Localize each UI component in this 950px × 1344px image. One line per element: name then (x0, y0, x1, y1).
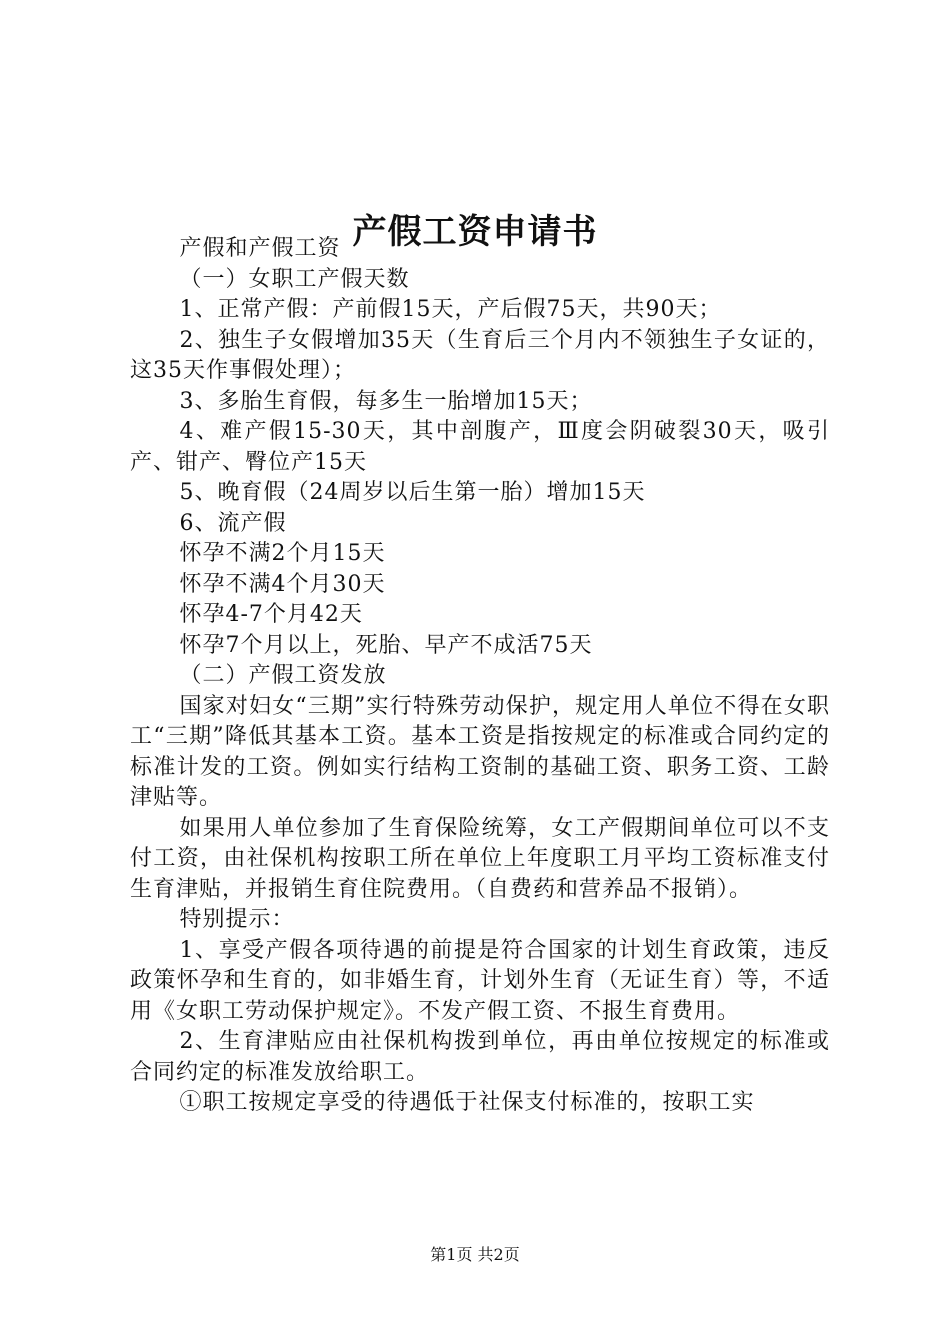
page-footer: 第1页 共2页 (430, 1245, 520, 1264)
paragraph: 国家对妇女“三期”实行特殊劳动保护，规定用人单位不得在女职工“三期”降低其基本工资。基本工资是指按规定的标准或合同约定的标准计发的工资。例如实行结构工资制的基础工资、职务工资、工龄津贴等。 (130, 693, 830, 810)
paragraph: 怀孕不满4个月30天 (179, 571, 386, 597)
paragraph: 6、流产假 (179, 510, 287, 536)
paragraph: 2、生育津贴应由社保机构拨到单位，再由单位按规定的标准或合同约定的标准发放给职工。 (130, 1029, 830, 1085)
paragraph: ①职工按规定享受的待遇低于社保支付标准的，按职工实 (179, 1090, 755, 1115)
paragraph: 1、享受产假各项待遇的前提是符合国家的计划生育政策，违反政策怀孕和生育的，如非婚生育，计划外生育（无证生育）等，不适用《女职工劳动保护规定》。不发产假工资、不报生育费用。 (130, 937, 830, 1024)
paragraph: 怀孕4-7个月42天 (179, 602, 363, 627)
paragraph: （一）女职工产假天数 (179, 266, 410, 292)
paragraph: 特别提示： (179, 907, 295, 932)
paragraph: 怀孕不满2个月15天 (179, 541, 386, 566)
paragraph: 产假和产假工资 (179, 236, 341, 261)
document-title: 产假工资申请书 (352, 211, 598, 252)
paragraph: 怀孕7个月以上，死胎、早产不成活75天 (179, 632, 593, 658)
paragraph: 2、独生子女假增加35天（生育后三个月内不领独生子女证的，这35天作事假处理）； (130, 327, 830, 383)
paragraph: 5、晚育假（24周岁以后生第一胎）增加15天 (179, 480, 646, 505)
paragraph: （二）产假工资发放 (179, 663, 387, 688)
paragraph: 1、正常产假：产前假15天，产后假75天，共90天； (179, 297, 722, 322)
paragraph: 如果用人单位参加了生育保险统筹，女工产假期间单位可以不支付工资，由社保机构按职工所在单位上年度职工月平均工资标准支付生育津贴，并报销生育住院费用。（自费药和营养品不报销）。 (130, 815, 830, 902)
paragraph: 4、难产假15-30天，其中剖腹产，Ⅲ度会阴破裂30天，吸引产、钳产、臀位产15天 (130, 419, 830, 475)
document-body (130, 234, 830, 1119)
paragraph: 3、多胎生育假，每多生一胎增加15天； (179, 388, 593, 414)
